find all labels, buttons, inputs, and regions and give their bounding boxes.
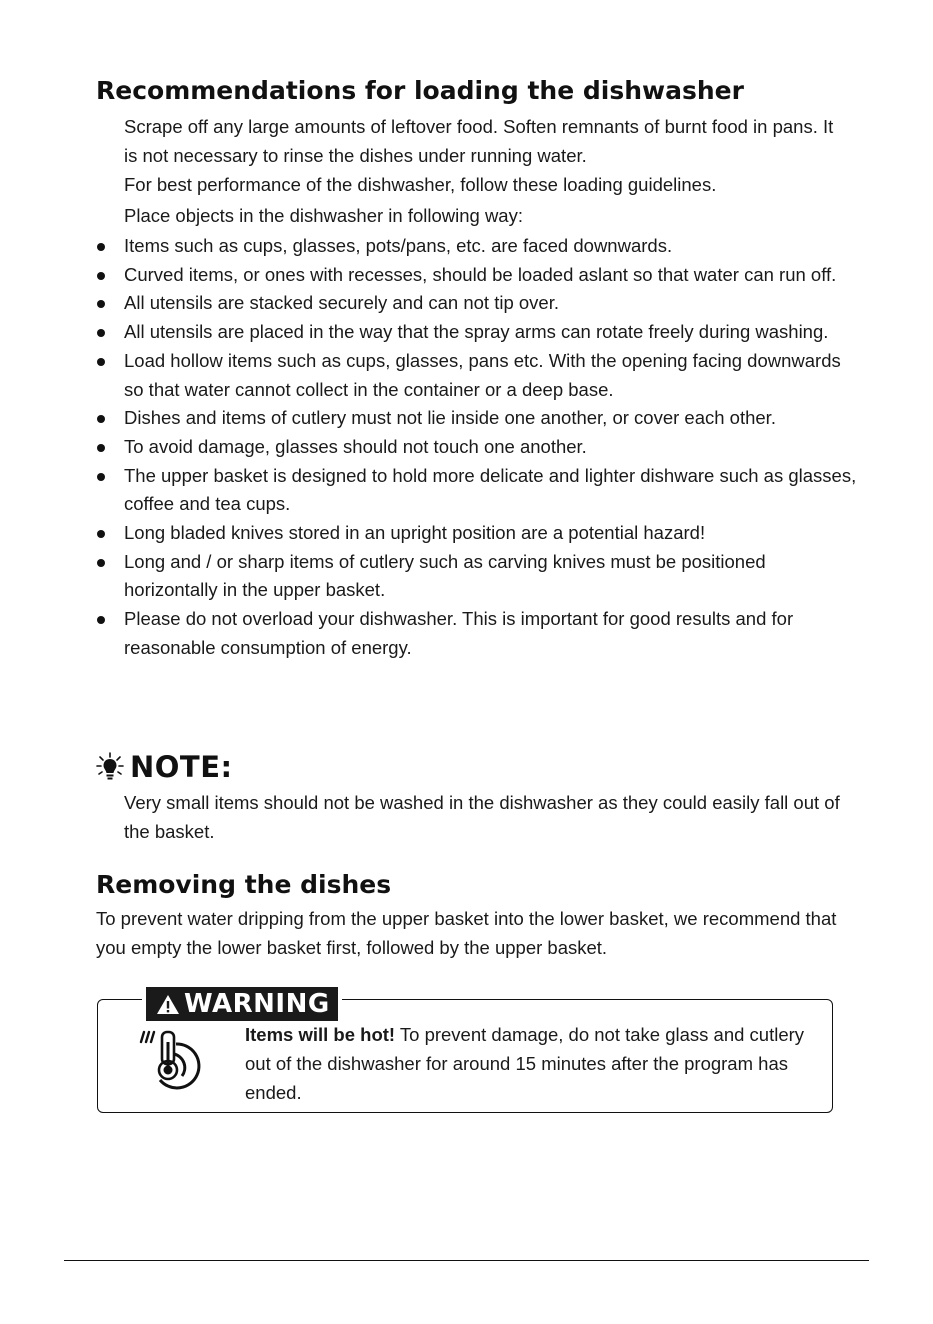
bullet-icon [97, 444, 105, 452]
bullet-icon [97, 473, 105, 481]
list-item-text: Please do not overload your dishwasher. This is important for good results and for reasonable consumption of energy. [124, 608, 794, 658]
list-item-text: To avoid damage, glasses should not touch one another. [124, 435, 587, 457]
intro-paragraph: Place objects in the dishwasher in following way: [124, 205, 523, 226]
list-item [0, 289, 860, 318]
list-item-text: Curved items, or ones with recesses, should be loaded aslant so that water can run off. [124, 263, 837, 285]
loading-intro [124, 112, 844, 230]
list-item [0, 232, 860, 261]
intro-paragraph: Scrape off any large amounts of leftover food. Soften remnants of burnt food in pans. It is not necessary to rinse the dishes under running water. [124, 116, 834, 166]
section-title-loading: Recommendations for loading the dishwasher [96, 76, 744, 105]
bullet-icon [97, 616, 105, 624]
bullet-icon [97, 530, 105, 538]
list-item-text: Long and / or sharp items of cutlery such as carving knives must be positioned horizontally in the upper basket. [124, 550, 766, 601]
note-text: Very small items should not be washed in the dishwasher as they could easily fall out of the basket. [124, 792, 840, 842]
list-item-text: Dishes and items of cutlery must not lie inside one another, or cover each other. [124, 407, 776, 429]
list-item [0, 548, 860, 605]
list-item-text: All utensils are stacked securely and can not tip over. [124, 292, 559, 314]
list-item-text: Load hollow items such as cups, glasses, pans etc. With the opening facing downwards so that water cannot collect in the container or a deep base. [124, 349, 841, 400]
list-item [0, 404, 860, 433]
warning-bold-text: Items will be hot! [245, 1024, 396, 1045]
bullet-icon [97, 243, 105, 251]
loading-guidelines-list [0, 232, 860, 663]
bullet-icon [97, 272, 105, 280]
bullet-icon [97, 329, 105, 337]
list-item [0, 433, 860, 462]
list-item-text: Items such as cups, glasses, pots/pans, etc. are faced downwards. [124, 235, 673, 256]
footer-divider [64, 1260, 869, 1261]
bullet-icon [97, 358, 105, 366]
warning-label [142, 983, 342, 1025]
hot-surface-icon [138, 1030, 228, 1110]
list-item [0, 261, 860, 290]
intro-paragraph: For best performance of the dishwasher, follow these loading guidelines. [124, 174, 717, 195]
list-item [0, 519, 860, 548]
list-item-text: All utensils are placed in the way that the spray arms can rotate freely during washing. [124, 321, 829, 343]
warning-label-text: WARNING [184, 989, 330, 1019]
lightbulb-icon [96, 752, 124, 782]
note-title: NOTE: [130, 750, 233, 784]
list-item [0, 462, 860, 519]
note-heading [96, 749, 233, 785]
warning-body-text: To prevent damage, do not take glass and cutlery out of the dishwasher for around 15 minutes after the program has ended. [245, 1024, 805, 1103]
list-item [0, 605, 860, 662]
bullet-icon [97, 559, 105, 567]
bullet-icon [97, 415, 105, 423]
list-item-text: Long bladed knives stored in an upright position are a potential hazard! [124, 522, 706, 544]
list-item [0, 318, 860, 347]
warning-triangle-icon [156, 993, 180, 1015]
list-item-text: The upper basket is designed to hold more delicate and lighter dishware such as glasses, coffee and tea cups. [124, 464, 857, 515]
removing-text: To prevent water dripping from the upper basket into the lower basket, we recommend that you empty the lower basket first, followed by the upper basket. [96, 908, 837, 958]
section-title-removing: Removing the dishes [96, 870, 392, 899]
list-item [0, 347, 860, 404]
bullet-icon [97, 300, 105, 308]
warning-text [245, 1020, 805, 1107]
